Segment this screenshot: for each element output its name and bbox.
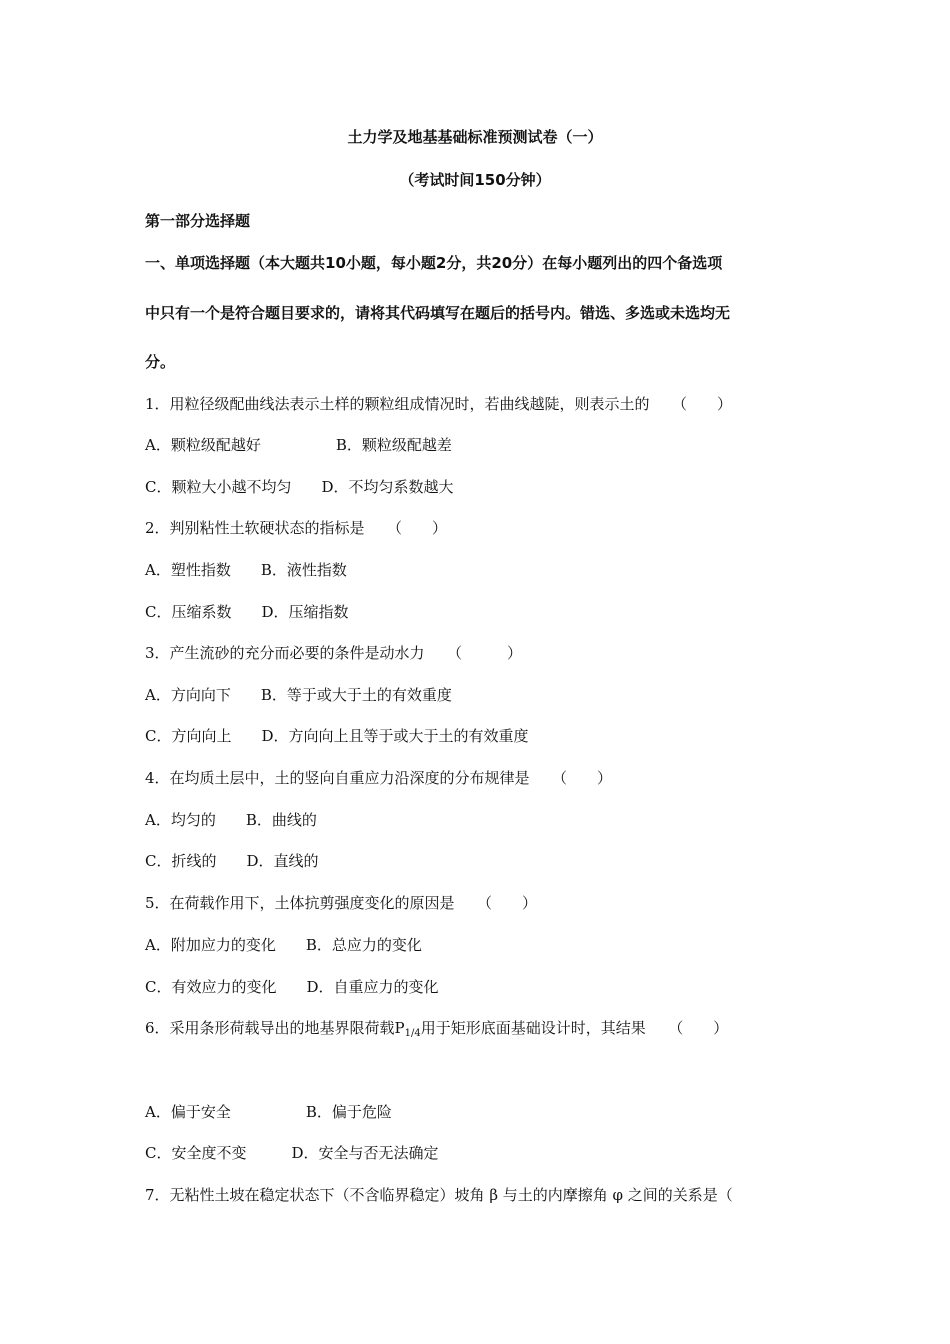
question-1-options-cd: C．颗粒大小越不均匀 D．不均匀系数越大: [145, 478, 454, 496]
question-5-stem: 5．在荷载作用下，土体抗剪强度变化的原因是 （ ）: [145, 894, 538, 912]
question-2-stem: 2．判别粘性土软硬状态的指标是 （ ）: [145, 519, 448, 537]
exam-subtitle: （考试时间150分钟）: [399, 171, 551, 189]
instruction-line-1: 一、单项选择题（本大题共10小题，每小题2分，共20分）在每小题列出的四个备选项: [145, 254, 723, 272]
question-6-stem: [145, 1018, 728, 1044]
question-5-options-cd: C．有效应力的变化 D．自重应力的变化: [145, 978, 439, 996]
question-5-options-ab: A．附加应力的变化 B．总应力的变化: [145, 936, 422, 954]
question-3-stem: 3．产生流砂的充分而必要的条件是动水力 （ ）: [145, 644, 523, 662]
instruction-line-2: 中只有一个是符合题目要求的，请将其代码填写在题后的括号内。错选、多选或未选均无: [145, 304, 731, 322]
question-6-options-ab: A．偏于安全 B．偏于危险: [145, 1103, 392, 1121]
question-6-options-cd: C．安全度不变 D．安全与否无法确定: [145, 1144, 439, 1162]
question-3-options-ab: A．方向向下 B．等于或大于土的有效重度: [145, 686, 452, 704]
question-7-stem: 7．无粘性土坡在稳定状态下（不含临界稳定）坡角 β 与土的内摩擦角 φ 之间的关系是（: [145, 1186, 733, 1204]
section-heading: 第一部分选择题: [145, 212, 251, 230]
question-4-options-cd: C．折线的 D．直线的: [145, 852, 319, 870]
question-6-stem-subscript: 1/4: [404, 1028, 421, 1039]
question-1-options-ab: A．颗粒级配越好 B．颗粒级配越差: [145, 436, 452, 454]
question-6-stem-post: 用于矩形底面基础设计时，其结果 （ ）: [420, 1019, 729, 1037]
question-4-stem: 4．在均质土层中，土的竖向自重应力沿深度的分布规律是 （ ）: [145, 769, 613, 787]
question-1-stem: 1．用粒径级配曲线法表示土样的颗粒组成情况时，若曲线越陡，则表示土的 （ ）: [145, 395, 733, 413]
question-3-options-cd: C．方向向上 D．方向向上且等于或大于土的有效重度: [145, 727, 529, 745]
exam-title: 土力学及地基基础标准预测试卷（一）: [347, 128, 603, 146]
question-2-options-cd: C．压缩系数 D．压缩指数: [145, 603, 349, 621]
question-2-options-ab: A．塑性指数 B．液性指数: [145, 561, 347, 579]
question-4-options-ab: A．均匀的 B．曲线的: [145, 811, 317, 829]
question-6-stem-pre: 6．采用条形荷载导出的地基界限荷载P: [145, 1019, 405, 1037]
instruction-line-3: 分。: [145, 353, 176, 371]
